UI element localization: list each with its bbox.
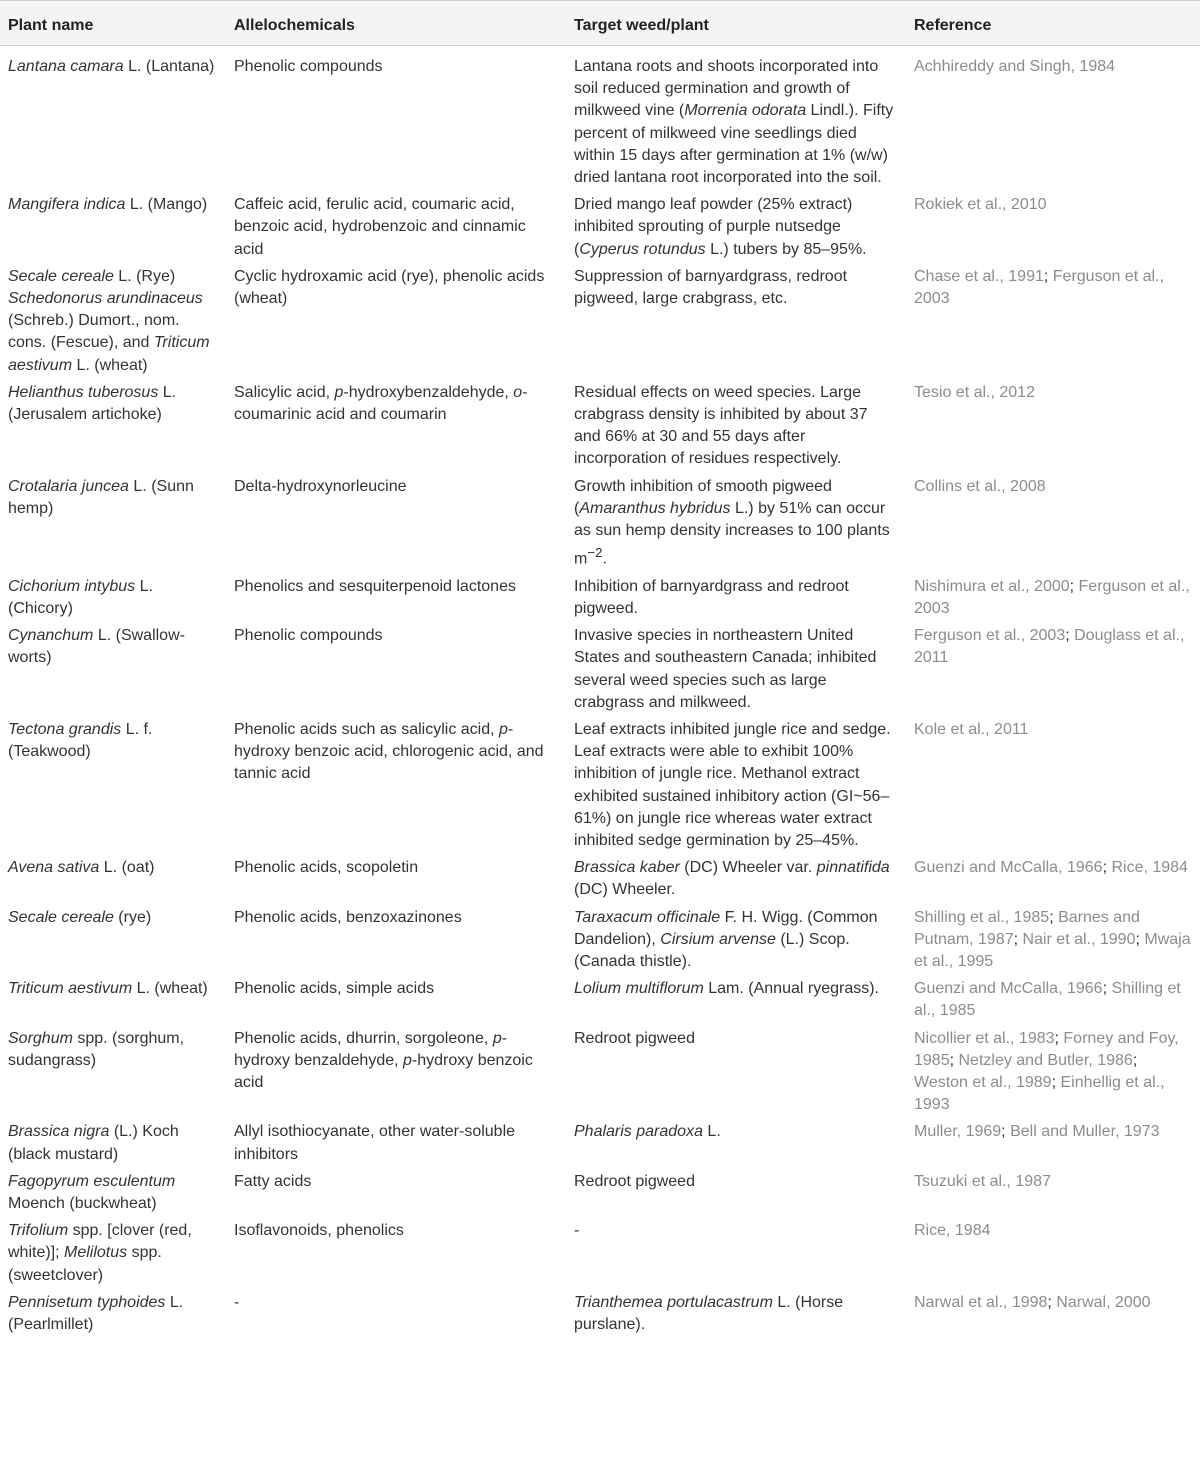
reference-separator: ; [1043, 267, 1053, 285]
reference-separator: ; [1001, 1123, 1011, 1141]
reference-separator: ; [1051, 1074, 1061, 1092]
plant-segment: L. (Chicory) [8, 577, 153, 617]
target-segment: (L.) Scop. (Canada thistle). [574, 930, 850, 971]
target-segment: Dried mango leaf powder (25% extract) inhibited sprouting of purple nutsedge ( [574, 196, 853, 258]
chem-segment: p [403, 1051, 412, 1069]
plant-name-cell [0, 573, 226, 622]
plant-segment: Moench (buckwheat) [8, 1195, 157, 1213]
reference-link[interactable]: Barnes and Putnam, 1987 [914, 908, 1140, 948]
target-segment: Cyperus rotundus [579, 240, 706, 258]
plant-segment: (rye) [113, 908, 152, 926]
target-segment: Cirsium arvense [660, 930, 776, 948]
plant-name-cell [0, 904, 226, 976]
target-weed-cell [566, 622, 906, 716]
plant-segment: Trifolium [8, 1222, 69, 1240]
plant-segment: L. (Lantana) [123, 58, 215, 75]
target-weed-cell [566, 573, 906, 622]
reference-link[interactable]: Rice, 1984 [914, 1222, 991, 1240]
reference-cell [906, 573, 1200, 622]
reference-separator: ; [1102, 859, 1112, 877]
chem-segment: -hydroxybenzaldehyde, [343, 383, 514, 401]
chem-segment: Fatty acids [234, 1172, 312, 1190]
reference-cell [906, 1168, 1200, 1217]
target-segment: (DC) Wheeler var. [679, 859, 817, 877]
plant-segment: Tectona grandis [8, 721, 122, 739]
table-body [0, 46, 1200, 1339]
reference-cell [906, 263, 1200, 379]
reference-link[interactable]: Ferguson et al., 2003 [914, 577, 1190, 617]
allelochemicals-cell [226, 191, 566, 263]
allelochemicals-cell [226, 622, 566, 716]
target-weed-cell [566, 854, 906, 903]
plant-name-cell [0, 263, 226, 379]
allelochemicals-cell [226, 1289, 566, 1338]
plant-segment: Brassica nigra [8, 1123, 110, 1141]
chem-segment: -hydroxy benzoic acid, chlorogenic acid, and tannic acid [234, 721, 544, 783]
reference-cell [906, 854, 1200, 903]
table-row [0, 854, 1200, 903]
reference-link[interactable]: Narwal, 2000 [1056, 1293, 1151, 1311]
reference-cell [906, 1289, 1200, 1338]
reference-link[interactable]: Rice, 1984 [1111, 859, 1188, 877]
reference-cell [906, 1118, 1200, 1167]
reference-link[interactable]: Ferguson et al., 2003 [914, 267, 1164, 308]
reference-link[interactable]: Nicollier et al., 1983 [914, 1029, 1055, 1047]
reference-link[interactable]: Tesio et al., 2012 [914, 383, 1035, 401]
plant-segment: Triticum aestivum [8, 334, 210, 374]
table-row [0, 622, 1200, 716]
chem-segment: p [492, 1029, 502, 1047]
chem-segment: Caffeic acid, ferulic acid, coumaric acid, benzoic acid, hydrobenzoic and cinnamic acid [234, 196, 526, 258]
table-row [0, 1217, 1200, 1289]
reference-cell [906, 716, 1200, 854]
plant-segment: L. (Sunn hemp) [8, 477, 194, 517]
target-weed-cell [566, 1289, 906, 1338]
reference-link[interactable]: Kole et al., 2011 [914, 721, 1029, 739]
chem-segment: Phenolics and sesquiterpenoid lactones [234, 577, 516, 595]
reference-cell [906, 379, 1200, 473]
allelochemicals-cell [226, 1217, 566, 1289]
allelochemicals-cell [226, 854, 566, 903]
reference-cell [906, 1217, 1200, 1289]
chem-segment: Phenolic compounds [234, 58, 383, 75]
reference-link[interactable]: Bell and Muller, 1973 [1010, 1123, 1160, 1141]
target-segment: L. (Horse purslane). [574, 1293, 844, 1334]
allelochemicals-cell [226, 263, 566, 379]
target-weed-cell [566, 191, 906, 263]
table-row [0, 191, 1200, 263]
target-weed-cell [566, 904, 906, 976]
target-segment: Morrenia odorata [684, 102, 807, 120]
header-plant-name: Plant name [0, 1, 226, 46]
target-weed-cell [566, 1168, 906, 1217]
chem-segment: p [499, 721, 508, 739]
reference-link[interactable]: Weston et al., 1989 [914, 1074, 1052, 1092]
target-weed-cell [566, 975, 906, 1024]
plant-segment: L. (wheat) [72, 356, 148, 374]
target-weed-cell [566, 263, 906, 379]
plant-segment: Sorghum [8, 1029, 73, 1047]
table-row [0, 716, 1200, 854]
reference-cell [906, 622, 1200, 716]
target-segment: (DC) Wheeler. [574, 881, 676, 899]
plant-name-cell [0, 1168, 226, 1217]
plant-name-cell [0, 716, 226, 854]
target-weed-cell [566, 1217, 906, 1289]
table-row [0, 379, 1200, 473]
reference-cell [906, 191, 1200, 263]
chem-segment: p [334, 383, 344, 401]
allelochemicals-cell [226, 46, 566, 192]
target-segment: L.) tubers by 85–95%. [705, 240, 867, 258]
plant-segment: L. (wheat) [132, 980, 208, 998]
reference-link[interactable]: Netzley and Butler, 1986 [958, 1051, 1133, 1069]
plant-segment: L. (Mango) [125, 196, 208, 214]
plant-segment: Melilotus [64, 1244, 128, 1262]
table-row [0, 975, 1200, 1024]
allelochemicals-cell [226, 573, 566, 622]
target-segment: Lindl.). Fifty percent of milkweed vine seedlings died within 15 days after germination at 1% (w/w) dried lantana root incorporated into the soil. [574, 102, 894, 187]
chem-segment: Phenolic acids, benzoxazinones [234, 908, 462, 926]
reference-link[interactable]: Forney and Foy, 1985 [914, 1029, 1179, 1069]
chem-segment: Phenolic acids, dhurrin, sorgoleone, [234, 1029, 493, 1047]
target-segment: L.) by 51% can occur as sun hemp density increases to 100 plants m [574, 499, 890, 568]
table-row [0, 263, 1200, 379]
target-segment: Phalaris paradoxa [574, 1123, 703, 1141]
target-segment: Redroot pigweed [574, 1172, 695, 1190]
allelochemicals-cell [226, 379, 566, 473]
plant-segment: Schedonorus arundinaceus [8, 290, 203, 308]
target-segment: Suppression of barnyardgrass, redroot pigweed, large crabgrass, etc. [574, 267, 848, 308]
plant-name-cell [0, 46, 226, 192]
chem-segment: Cyclic hydroxamic acid (rye), phenolic acids (wheat) [234, 267, 545, 308]
chem-segment: Allyl isothiocyanate, other water-soluble inhibitors [234, 1123, 516, 1163]
target-weed-cell [566, 473, 906, 573]
chem-segment: -hydroxy benzaldehyde, [234, 1029, 508, 1069]
reference-link[interactable]: Guenzi and McCalla, 1966 [914, 980, 1103, 998]
reference-link[interactable]: Achhireddy and Singh, 1984 [914, 58, 1116, 75]
plant-name-cell [0, 379, 226, 473]
reference-link[interactable]: Muller, 1969 [914, 1123, 1002, 1141]
target-segment: Leaf extracts inhibited jungle rice and sedge. Leaf extracts were able to exhibit 100% inhibition of jungle rice. Methanol extract exhibited sustained inhibitory action (GI~56–61%) on jungle rice whereas water extract inhibited sedge germination by 25–45%. [574, 721, 891, 850]
reference-link[interactable]: Nair et al., 1990 [1022, 930, 1136, 948]
reference-link[interactable]: Shilling et al., 1985 [914, 980, 1181, 1020]
reference-link[interactable]: Rokiek et al., 2010 [914, 196, 1047, 214]
plant-name-cell [0, 854, 226, 903]
header-allelochemicals: Allelochemicals [226, 1, 566, 46]
plant-name-cell [0, 1118, 226, 1167]
plant-segment: Triticum aestivum [8, 980, 133, 998]
plant-name-cell [0, 1025, 226, 1119]
plant-name-cell [0, 1289, 226, 1338]
reference-separator: ; [1069, 577, 1079, 595]
reference-separator: ; [1047, 1293, 1057, 1311]
plant-name-cell [0, 473, 226, 573]
reference-cell [906, 975, 1200, 1024]
allelochemicals-cell [226, 716, 566, 854]
plant-segment: Cichorium intybus [8, 577, 136, 595]
header-row [0, 1, 1200, 46]
target-segment: pinnatifida [816, 859, 890, 877]
table-row [0, 573, 1200, 622]
target-segment: F. H. Wigg. (Common Dandelion), [574, 908, 878, 948]
plant-segment: spp. (sweetclover) [8, 1244, 162, 1284]
table-row [0, 473, 1200, 573]
reference-separator: ; [949, 1051, 959, 1069]
reference-separator: ; [1013, 930, 1023, 948]
reference-link[interactable]: Collins et al., 2008 [914, 477, 1046, 495]
allelochemicals-cell [226, 904, 566, 976]
plant-name-cell [0, 622, 226, 716]
chem-segment: -hydroxy benzoic acid [234, 1051, 533, 1092]
plant-segment: Helianthus tuberosus [8, 383, 159, 401]
plant-segment: L. (Swallow-worts) [8, 627, 185, 667]
plant-segment: Mangifera indica [8, 196, 126, 214]
plant-segment: L. (Pearlmillet) [8, 1293, 184, 1334]
reference-link[interactable]: Nishimura et al., 2000 [914, 577, 1070, 595]
plant-segment: (L.) Koch (black mustard) [8, 1123, 179, 1163]
plant-segment: (Schreb.) Dumort., nom. cons. (Fescue), and [8, 312, 180, 352]
table-row [0, 1118, 1200, 1167]
reference-cell [906, 473, 1200, 573]
reference-link[interactable]: Shilling et al., 1985 [914, 908, 1050, 926]
target-segment: Brassica kaber [574, 859, 680, 877]
target-segment: Amaranthus hybridus [579, 499, 731, 517]
chem-segment: - [234, 1293, 240, 1311]
header-target-weed: Target weed/plant [566, 1, 906, 46]
target-segment: Residual effects on weed species. Large crabgrass density is inhibited by about 37 and 66% at 30 and 55 days after incorporation of residues respectively. [574, 383, 868, 468]
chem-segment: Phenolic acids, scopoletin [234, 859, 419, 877]
target-segment: Redroot pigweed [574, 1029, 695, 1047]
target-weed-cell [566, 379, 906, 473]
reference-cell [906, 1025, 1200, 1119]
reference-link[interactable]: Douglass et al., 2011 [914, 627, 1185, 667]
target-segment: - [574, 1222, 580, 1240]
target-segment: . [602, 550, 607, 568]
target-segment: Inhibition of barnyardgrass and redroot pigweed. [574, 577, 849, 617]
chem-segment: Phenolic acids, simple acids [234, 980, 435, 998]
table-header [0, 1, 1200, 46]
chem-segment: Phenolic compounds [234, 627, 383, 645]
plant-segment: spp. (sorghum, sudangrass) [8, 1029, 185, 1069]
target-segment: Trianthemea portulacastrum [574, 1293, 773, 1311]
plant-segment: Cynanchum [8, 627, 94, 645]
table-row [0, 1168, 1200, 1217]
chem-segment: o [513, 383, 523, 401]
plant-segment: L. (Rye) [113, 267, 176, 285]
allelochemicals-cell [226, 975, 566, 1024]
reference-link[interactable]: Narwal et al., 1998 [914, 1293, 1048, 1311]
plant-segment: Avena sativa [8, 859, 100, 877]
target-segment: Lantana roots and shoots incorporated into soil reduced germination and growth of milkweed vine ( [574, 58, 879, 120]
reference-link[interactable]: Chase et al., 1991 [914, 267, 1044, 285]
reference-separator: ; [1135, 930, 1145, 948]
reference-link[interactable]: Ferguson et al., 2003 [914, 627, 1066, 645]
plant-segment: Pennisetum typhoides [8, 1293, 166, 1311]
chem-segment: Phenolic acids such as salicylic acid, [234, 721, 500, 739]
plant-segment: spp. [clover (red, white)]; [8, 1222, 192, 1262]
chem-segment: Salicylic acid, [234, 383, 335, 401]
plant-segment: Lantana camara [8, 58, 124, 75]
target-weed-cell [566, 1118, 906, 1167]
table-row [0, 1289, 1200, 1338]
target-weed-cell [566, 1025, 906, 1119]
header-reference: Reference [906, 1, 1200, 46]
table-row [0, 46, 1200, 192]
target-segment: Growth inhibition of smooth pigweed ( [574, 477, 832, 517]
reference-separator: ; [1102, 980, 1112, 998]
reference-cell [906, 46, 1200, 192]
reference-separator: ; [1065, 627, 1075, 645]
plant-segment: Fagopyrum esculentum [8, 1172, 176, 1190]
chem-segment: Isoflavonoids, phenolics [234, 1222, 404, 1240]
plant-segment: L. (oat) [99, 859, 155, 877]
plant-segment: Secale cereale [8, 267, 114, 285]
reference-separator: ; [1054, 1029, 1064, 1047]
reference-link[interactable]: Guenzi and McCalla, 1966 [914, 859, 1103, 877]
target-segment: Invasive species in northeastern United States and southeastern Canada; inhibited several weed species such as large crabgrass and milkweed. [574, 627, 877, 711]
allelochemicals-cell [226, 473, 566, 573]
plant-name-cell [0, 191, 226, 263]
allelochemicals-cell [226, 1025, 566, 1119]
chem-segment: -coumarinic acid and coumarin [234, 383, 528, 424]
target-segment: Taraxacum officinale [574, 908, 721, 926]
reference-link[interactable]: Mwaja et al., 1995 [914, 930, 1191, 971]
reference-separator: ; [1049, 908, 1059, 926]
target-weed-cell [566, 46, 906, 192]
target-segment: Lam. (Annual ryegrass). [703, 980, 879, 998]
target-segment: −2 [587, 545, 603, 561]
plant-name-cell [0, 975, 226, 1024]
chem-segment: Delta-hydroxynorleucine [234, 477, 407, 495]
table-row [0, 1025, 1200, 1119]
reference-separator: ; [1132, 1051, 1138, 1069]
plant-segment: L. f. (Teakwood) [8, 721, 153, 761]
target-segment: Lolium multiflorum [574, 980, 704, 998]
plant-name-cell [0, 1217, 226, 1289]
reference-link[interactable]: Tsuzuki et al., 1987 [914, 1172, 1051, 1190]
reference-link[interactable]: Einhellig et al., 1993 [914, 1074, 1165, 1114]
allelochemicals-cell [226, 1168, 566, 1217]
allelochemicals-cell [226, 1118, 566, 1167]
plant-segment: Secale cereale [8, 908, 114, 926]
plant-segment: L. (Jerusalem artichoke) [8, 383, 177, 424]
target-segment: L. [702, 1123, 721, 1141]
plant-segment: Crotalaria juncea [8, 477, 129, 495]
reference-cell [906, 904, 1200, 976]
target-weed-cell [566, 716, 906, 854]
table-row [0, 904, 1200, 976]
